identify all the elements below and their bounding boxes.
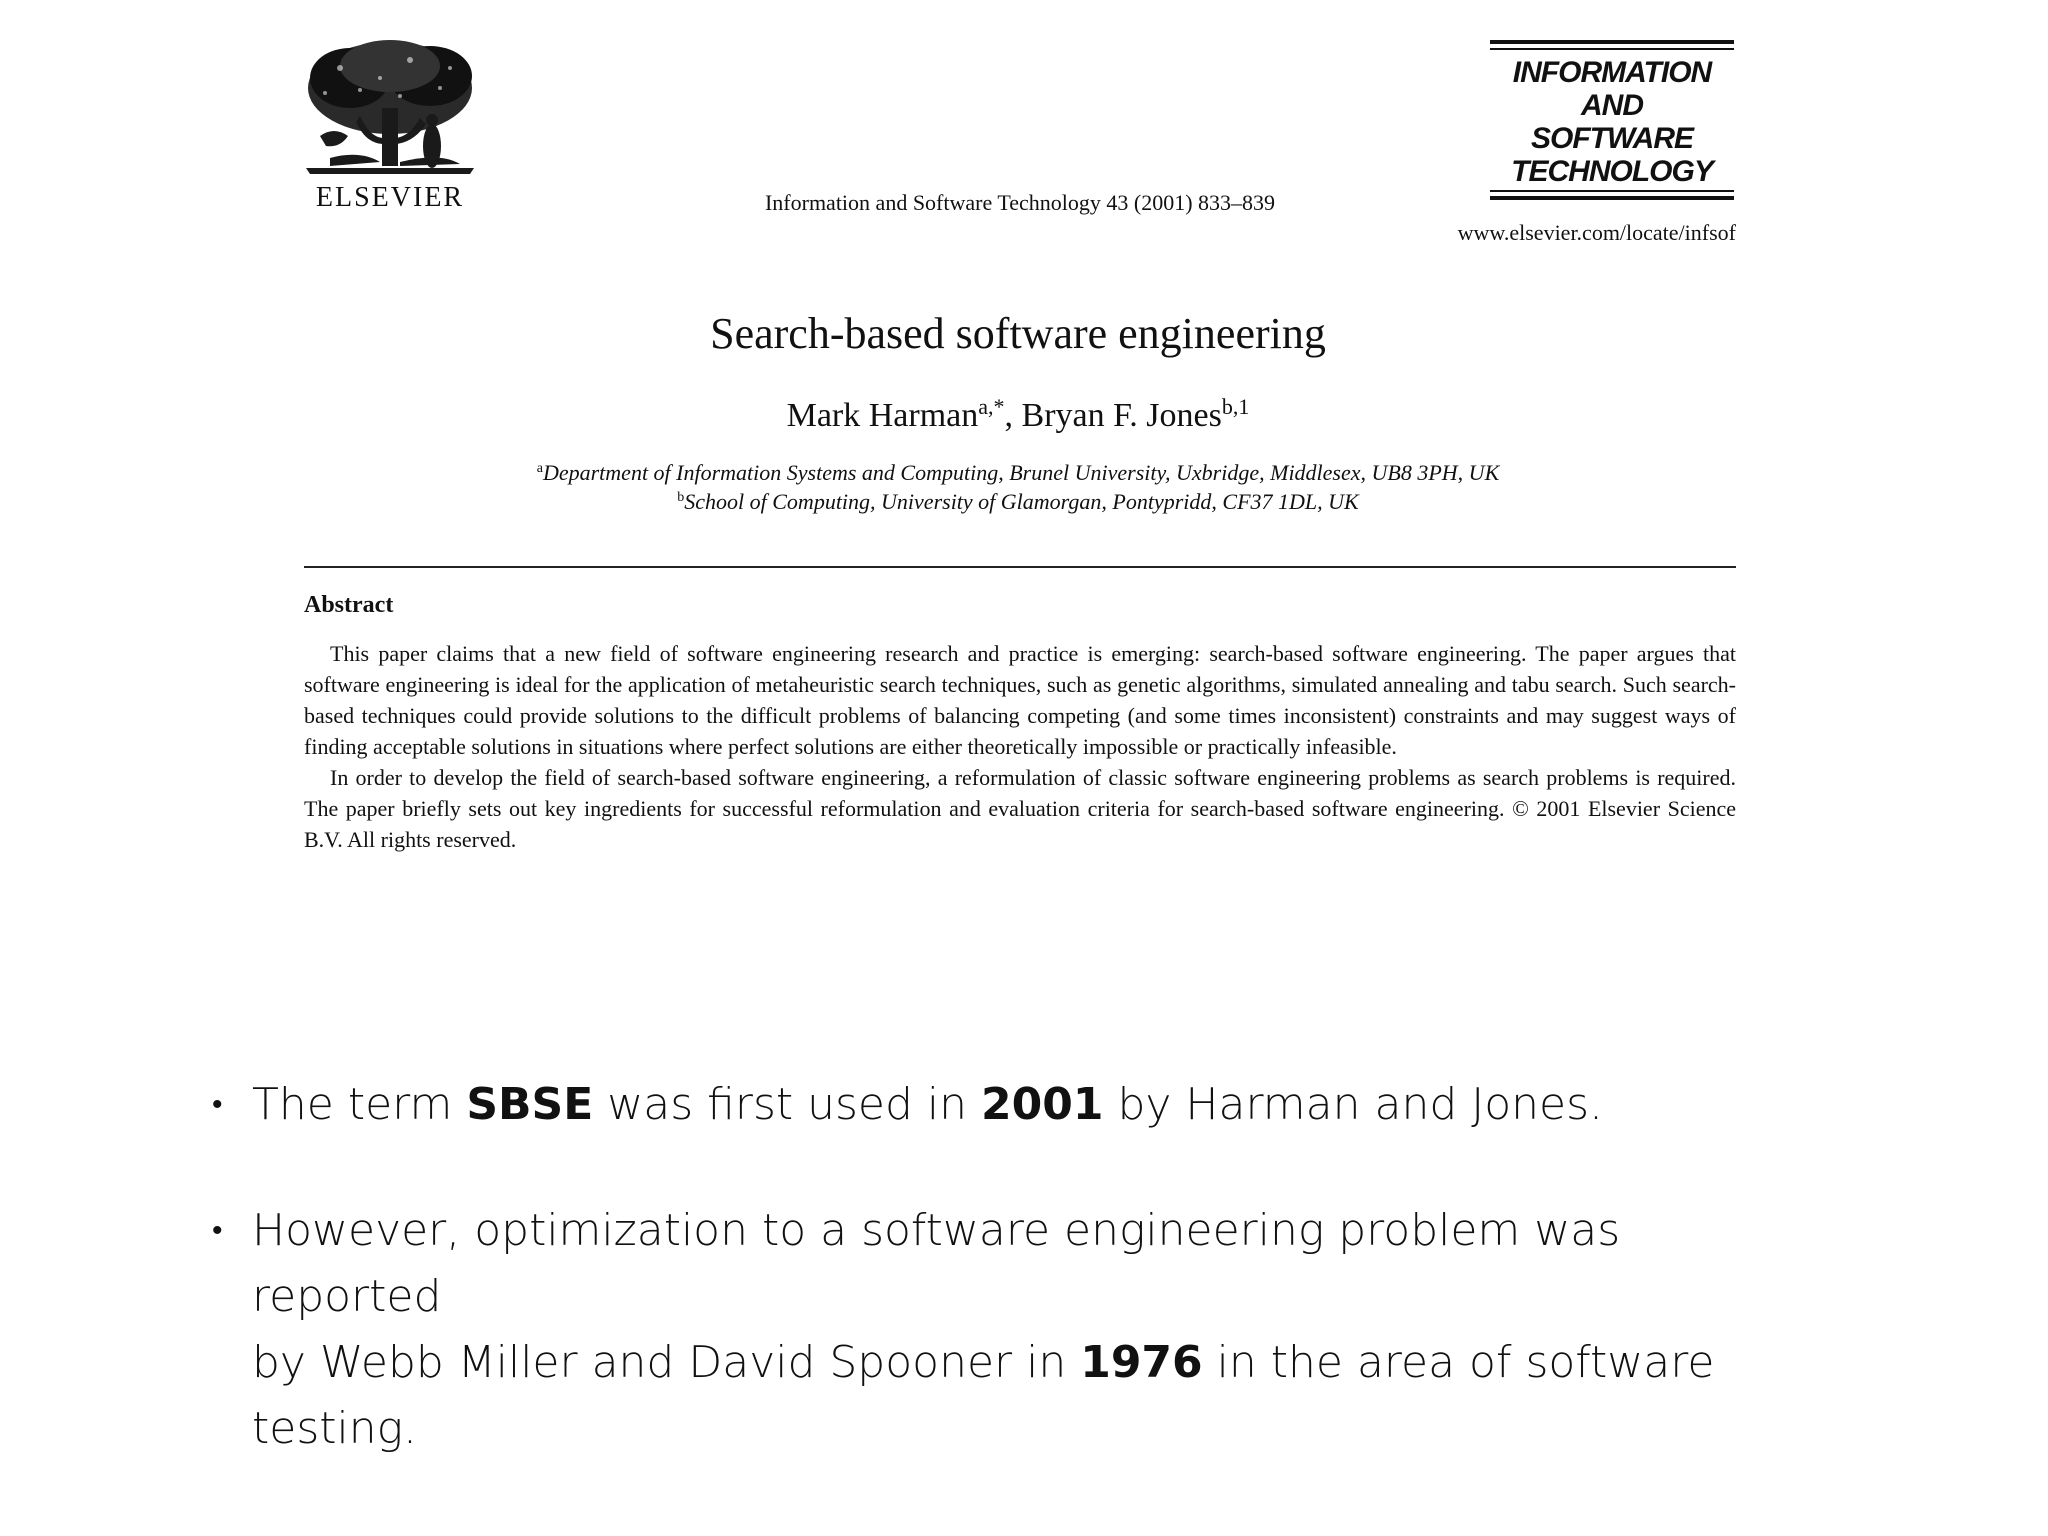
elsevier-wordmark: ELSEVIER xyxy=(315,182,465,213)
author-name: Bryan F. Jones xyxy=(1021,397,1222,434)
journal-logo xyxy=(1490,40,1734,212)
bullet-emphasis: 2001 xyxy=(981,1079,1104,1130)
paper-title: Search-based software engineering xyxy=(710,309,1326,358)
journal-logo-line: AND xyxy=(1581,89,1643,122)
affiliation-mark: a xyxy=(536,461,543,476)
bullet-marker: • xyxy=(212,1087,223,1122)
journal-logo-line: SOFTWARE xyxy=(1531,122,1693,155)
bullet-text: by Harman and Jones. xyxy=(1103,1079,1604,1130)
affiliation-text: School of Computing, University of Glamorgan, Pontypridd, CF37 1DL, UK xyxy=(684,489,1359,514)
affiliation-mark: b xyxy=(677,490,685,505)
bullet-line xyxy=(252,1330,1800,1462)
author-superscript: b,1 xyxy=(1221,394,1250,419)
bullet-text: by Webb Miller and David Spooner in xyxy=(252,1337,1081,1388)
affiliation-a xyxy=(300,460,1736,486)
bullet-line xyxy=(252,1198,1800,1330)
section-divider xyxy=(304,566,1736,568)
bullet-emphasis: 1976 xyxy=(1080,1337,1203,1388)
bullet-text: The term xyxy=(252,1079,467,1130)
journal-logo-line: INFORMATION xyxy=(1512,56,1712,89)
bullet-emphasis: SBSE xyxy=(466,1079,594,1130)
bullet-text: was first used in xyxy=(593,1079,982,1130)
affiliation-text: Department of Information Systems and Computing, Brunel University, Uxbridge, Middlesex, UB8 3PH, UK xyxy=(542,460,1500,485)
bullet-text: However, optimization to a software engineering problem was reported xyxy=(252,1205,1621,1322)
journal-url: www.elsevier.com/locate/infsof xyxy=(1457,220,1736,245)
bullet-text: in the area of software testing. xyxy=(252,1337,1715,1454)
journal-logo-line: TECHNOLOGY xyxy=(1511,155,1713,188)
abstract-body xyxy=(304,638,1736,855)
author-separator: , xyxy=(1004,397,1022,434)
affiliation-b xyxy=(300,489,1736,515)
abstract-paragraph: This paper claims that a new field of software engineering research and practice is emerging: search-based software engineering. The paper argues that software engineering is ideal for the application of metaheuristic search techniques, such as genetic algorithms, simulated annealing and tabu search. Such search-based techniques could provide solutions to the difficult problems of balancing competing (and some times inconsistent) constraints and may suggest ways of finding acceptable solutions in situations where perfect solutions are either theoretically impossible or practically infeasible. xyxy=(304,641,1736,759)
bullet-marker: • xyxy=(212,1213,223,1248)
journal-logo-wordmark xyxy=(1490,56,1734,188)
journal-logo-bottom-rule xyxy=(1490,190,1734,200)
abstract-heading: Abstract xyxy=(304,592,394,618)
slide-bullets xyxy=(200,1072,1800,1462)
abstract-paragraph: In order to develop the field of search-based software engineering, a reformulation of classic software engineering problems as search problems is required. The paper briefly sets out key ingredients for successful reformulation and evaluation criteria for search-based software engineering. © 2001 Elsevier Science B.V. All rights reserved. xyxy=(304,765,1736,852)
bullet-item xyxy=(200,1198,1800,1462)
author-list xyxy=(300,394,1736,435)
journal-citation: Information and Software Technology 43 (2001) 833–839 xyxy=(764,190,1276,215)
journal-logo-top-rule xyxy=(1490,40,1734,50)
author-superscript: a,* xyxy=(978,394,1005,419)
author-name: Mark Harman xyxy=(786,397,979,434)
bullet-item xyxy=(200,1072,1800,1138)
tree-illustration xyxy=(300,38,480,183)
